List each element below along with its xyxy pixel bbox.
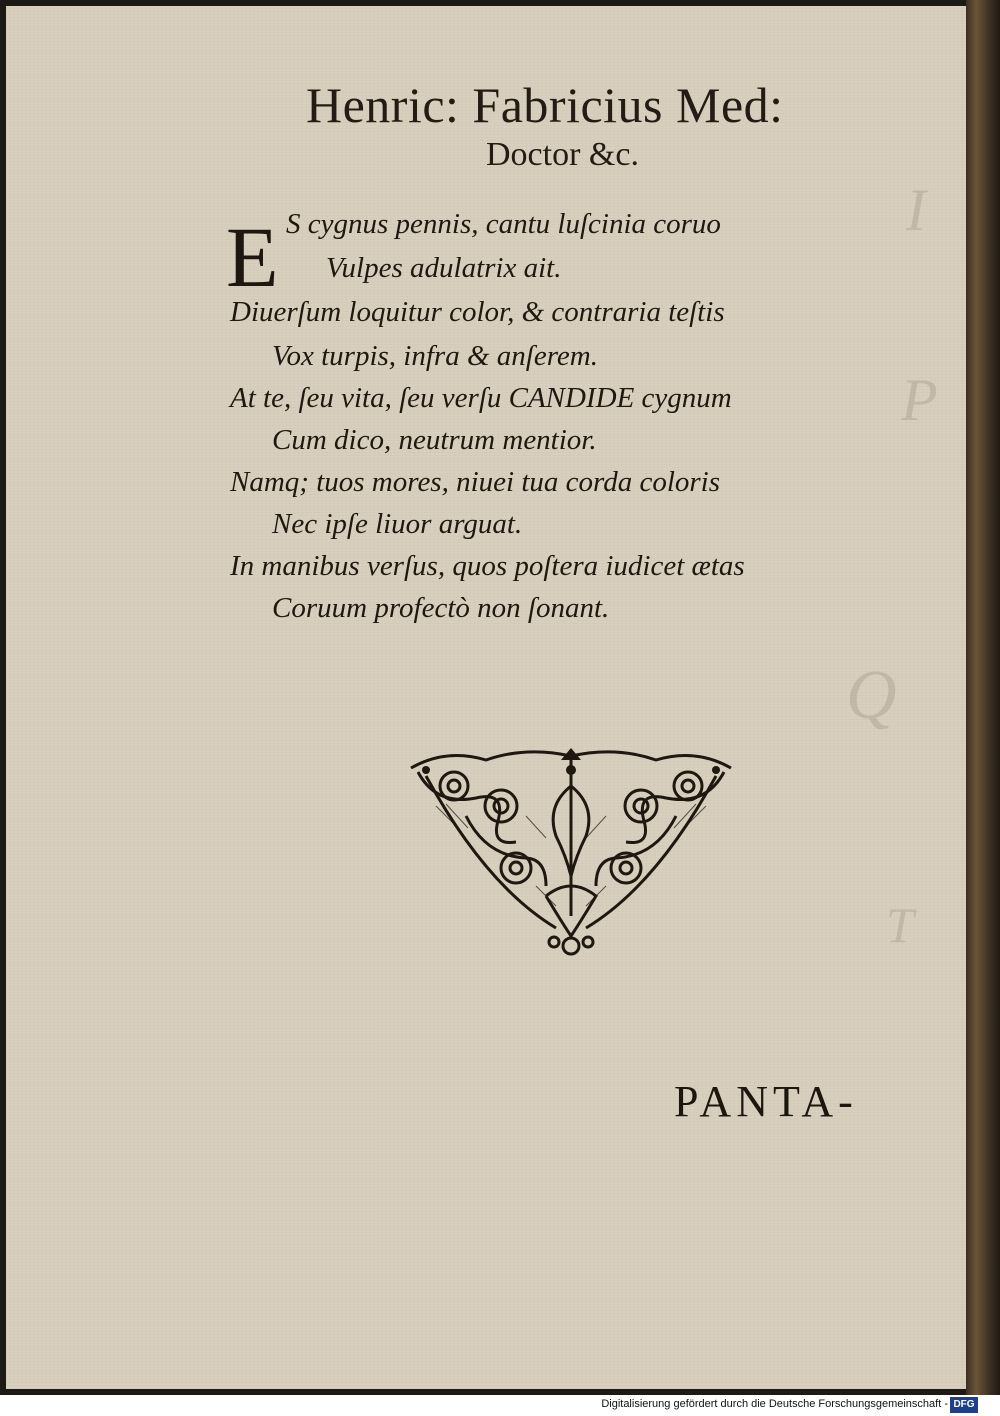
poem-line: Nec ipſe liuor arguat.: [272, 508, 523, 540]
poem-line: Vulpes adulatrix ait.: [326, 252, 562, 284]
show-through-text: P: [901, 367, 938, 433]
poem-line: Coruum profectò non ſonant.: [272, 592, 610, 624]
show-through-text: Q: [846, 657, 897, 734]
book-binding-edge: [966, 0, 1000, 1395]
show-through-text: I: [906, 177, 926, 243]
fleuron-ornament-icon: [406, 746, 736, 958]
poem-line: S cygnus pennis, cantu luſcinia coruo: [286, 208, 721, 240]
poem-line: Namq; tuos mores, niuei tua corda coloris: [230, 466, 721, 498]
poem-line: In manibus verſus, quos poſtera iudicet ætas: [230, 550, 745, 582]
poem-line: Vox turpis, infra & anſerem.: [272, 340, 598, 372]
poem-line: At te, ſeu vita, ſeu verſu CANDIDE cygnum: [230, 382, 732, 414]
catchword: PANTA-: [674, 1077, 858, 1126]
drop-cap: E: [226, 209, 279, 305]
footer-credit: Digitalisierung gefördert durch die Deutsche Forschungsgemeinschaft -: [601, 1398, 948, 1410]
poem-line: Diuerſum loquitur color, & contraria teſtis: [230, 296, 725, 328]
dfg-logo-icon: DFG: [950, 1397, 978, 1413]
book-page: [6, 6, 966, 1389]
page-title: Henric: Fabricius Med:: [306, 77, 784, 133]
poem-line: Cum dico, neutrum mentior.: [272, 424, 597, 456]
page-subtitle: Doctor &c.: [486, 136, 639, 173]
digitization-footer: [0, 1395, 1000, 1416]
show-through-text: T: [886, 897, 914, 953]
